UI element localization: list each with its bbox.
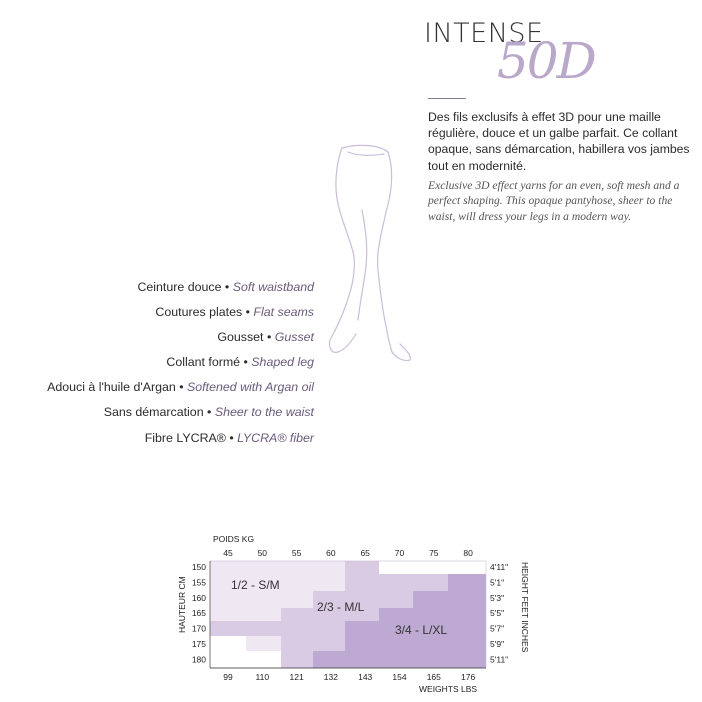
lbs-tick-labels — [223, 672, 475, 682]
feature-item-2: Gousset • Gusset — [217, 330, 314, 345]
kg-tick-labels — [223, 548, 473, 558]
lbs-tick: 132 — [323, 672, 338, 682]
right-axis-title: HEIGHT FEET INCHES — [520, 562, 530, 653]
cm-tick: 160 — [191, 592, 206, 603]
feet-tick: 5'7" — [490, 623, 505, 634]
denier-mark: 50D — [497, 32, 595, 90]
feature-item-3: Collant formé • Shaped leg — [166, 355, 314, 370]
kg-tick: 80 — [463, 548, 473, 558]
feature-item-0: Ceinture douce • Soft waistband — [137, 280, 314, 294]
feature-item-4: Adouci à l'huile d'Argan • Softened with Argan oil — [47, 380, 314, 395]
top-axis-title: POIDS KG — [213, 534, 255, 544]
lbs-tick: 165 — [426, 672, 441, 682]
divider — [428, 98, 466, 99]
cm-tick: 175 — [191, 639, 206, 649]
lbs-tick: 154 — [392, 672, 407, 682]
feet-tick: 5'11" — [490, 654, 509, 665]
lbs-tick: 110 — [255, 672, 270, 682]
bottom-axis-title: WEIGHTS LBS — [419, 684, 478, 694]
cm-tick: 150 — [191, 562, 206, 572]
cm-tick: 155 — [191, 577, 206, 588]
cm-tick-labels — [192, 562, 206, 664]
features-list — [47, 275, 314, 451]
size-chart — [173, 530, 533, 700]
kg-tick: 50 — [257, 548, 268, 558]
kg-tick: 70 — [394, 548, 405, 558]
zone-label-3: 3/4 - L/XL — [395, 623, 448, 637]
kg-tick: 60 — [326, 548, 336, 558]
lbs-tick: 143 — [358, 672, 373, 682]
left-axis-title: HAUTEUR CM — [177, 576, 187, 633]
cm-tick: 170 — [191, 623, 206, 634]
lbs-tick: 121 — [289, 672, 304, 682]
feet-tick: 5'5" — [490, 608, 505, 619]
feet-tick: 4'11" — [490, 562, 509, 572]
product-title: INTENSE — [424, 18, 544, 49]
feet-tick: 5'9" — [490, 639, 505, 649]
kg-tick: 55 — [291, 548, 302, 558]
feet-tick: 5'3" — [490, 592, 505, 603]
feature-item-6: Fibre LYCRA® • LYCRA® fiber — [144, 430, 314, 445]
zone-label-1: 1/2 - S/M — [231, 578, 280, 592]
feature-item-5: Sans démarcation • Sheer to the waist — [103, 405, 314, 420]
cm-tick: 165 — [191, 608, 206, 619]
cm-tick: 180 — [191, 654, 206, 665]
pantyhose-leg-illustration — [326, 140, 416, 370]
zone-label-2: 2/3 - M/L — [317, 600, 365, 614]
feature-item-1: Coutures plates • Flat seams — [155, 305, 314, 320]
kg-tick: 45 — [223, 548, 233, 558]
feet-tick-labels — [490, 562, 508, 664]
kg-tick: 75 — [429, 548, 439, 558]
description-french: Des fils exclusifs à effet 3D pour une maille régulière, douce et un galbe parfait. Ce collant opaque, sans démarcation, habillera vos jambes tout en modernité. — [428, 110, 690, 173]
description-english: Exclusive 3D effect yarns for an even, soft mesh and a perfect shaping. This opaque pantyhose, sheer to the waist, will dress your legs in a modern way. — [428, 179, 680, 223]
kg-tick: 65 — [360, 548, 370, 558]
lbs-tick: 176 — [461, 672, 476, 682]
feet-tick: 5'1" — [490, 577, 505, 588]
lbs-tick: 99 — [223, 672, 233, 682]
